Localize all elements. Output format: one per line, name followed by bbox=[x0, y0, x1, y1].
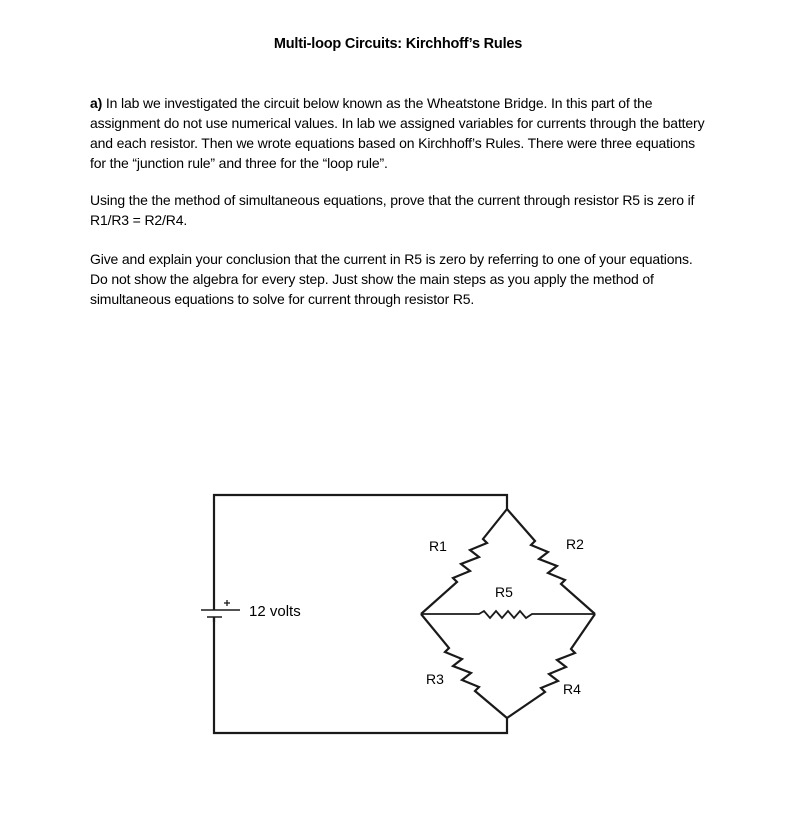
battery-icon bbox=[201, 600, 240, 622]
page-title: Multi-loop Circuits: Kirchhoff’s Rules bbox=[273, 36, 523, 52]
resistor-r4 bbox=[507, 614, 595, 718]
part-a-intro-text: In lab we investigated the circuit below known as the Wheatstone Bridge. In this part of the assignment do not use numerical values. In lab we assigned variables for currents through the battery and each resistor. Then we wrote equations based on Kirchhoff’s Rules. There were three equations for the “junction rule” and three for the “loop rule”. bbox=[90, 95, 705, 171]
label-r1: R1 bbox=[429, 538, 447, 554]
paragraph-prove: Using the the method of simultaneous equations, prove that the current through resistor R5 is zero if R1/R3 = R2/R4. bbox=[90, 192, 695, 228]
resistor-r3 bbox=[421, 614, 507, 718]
label-r4: R4 bbox=[563, 681, 581, 697]
battery-label: 12 volts bbox=[249, 603, 301, 620]
resistor-r2 bbox=[507, 509, 595, 614]
label-r3: R3 bbox=[426, 671, 444, 687]
part-a-label: a) bbox=[90, 95, 103, 111]
resistor-r5 bbox=[421, 611, 595, 618]
label-r5: R5 bbox=[495, 584, 513, 600]
wire-bottom bbox=[214, 618, 507, 733]
label-r2: R2 bbox=[566, 536, 584, 552]
paragraph-conclusion: Give and explain your conclusion that the current in R5 is zero by referring to one of your equations. Do not show the algebra for every step. Just show the main steps as you apply the method of simultaneous equations to solve for current through resistor R5. bbox=[90, 251, 693, 307]
wire-top bbox=[214, 495, 507, 604]
